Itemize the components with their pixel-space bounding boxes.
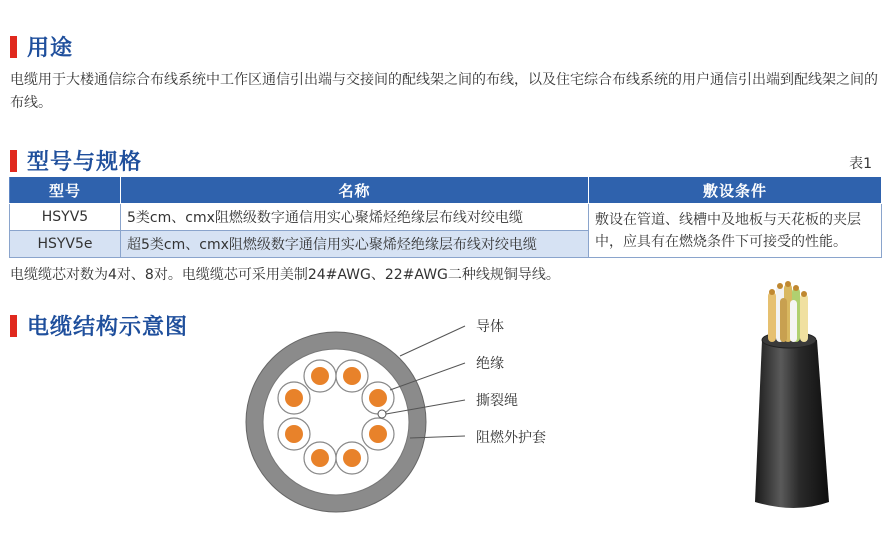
label-conductor: 导体: [476, 319, 504, 335]
table-row: [10, 204, 882, 231]
section-title-text: 电缆结构示意图: [27, 315, 189, 340]
insulated-conductor: [336, 442, 368, 474]
section-marker: [10, 315, 17, 337]
table-header-row: [10, 177, 882, 204]
insulated-conductor: [278, 382, 310, 414]
section-title-spec: [10, 145, 142, 176]
header-condition: 敷设条件: [589, 177, 882, 204]
insulated-conductor: [362, 418, 394, 450]
cell-name: 5类cm、cmx阻燃级数字通信用实心聚烯烃绝缘层布线对绞电缆: [121, 204, 589, 231]
core-note: 电缆缆芯对数为4对、8对。电缆缆芯可采用美制24#AWG、22#AWG二种线规铜导线。: [10, 267, 560, 283]
cable-jacket: [755, 340, 829, 508]
insulated-conductor: [362, 382, 394, 414]
insulated-conductor: [304, 442, 336, 474]
wire-bundle: [768, 281, 808, 342]
cell-model: HSYV5e: [10, 231, 121, 258]
usage-paragraph: 电缆用于大楼通信综合布线系统中工作区通信引出端与交接间的配线架之间的布线，以及住宅综合布线系统的用户通信引出端到配线架之间的布线。: [10, 72, 878, 111]
insulated-conductor: [336, 360, 368, 392]
label-ripcord: 撕裂绳: [476, 393, 518, 409]
cell-condition: 敷设在管道、线槽中及地板与天花板的夹层中，应具有在燃烧条件下可接受的性能。: [589, 204, 882, 258]
section-title-text: 型号与规格: [27, 150, 143, 175]
header-name: 名称: [121, 177, 589, 204]
insulated-conductor: [304, 360, 336, 392]
table-number-label: 表1: [849, 156, 872, 172]
section-title-usage: [10, 31, 73, 62]
cell-model: HSYV5: [10, 204, 121, 231]
ripcord: [378, 410, 386, 418]
section-marker: [10, 36, 17, 58]
leader-line: [400, 326, 465, 356]
section-title-structure: [10, 310, 188, 341]
header-model: 型号: [10, 177, 121, 204]
section-marker: [10, 150, 17, 172]
cell-name: 超5类cm、cmx阻燃级数字通信用实心聚烯烃绝缘层布线对绞电缆: [121, 231, 589, 258]
label-insulation: 绝缘: [476, 356, 504, 372]
section-title-text: 用途: [27, 36, 74, 61]
cable-cross-section-diagram: [240, 318, 600, 528]
insulated-conductor: [278, 418, 310, 450]
spec-table: [9, 176, 882, 258]
cable-photo: [735, 280, 845, 520]
label-jacket: 阻燃外护套: [476, 430, 546, 446]
